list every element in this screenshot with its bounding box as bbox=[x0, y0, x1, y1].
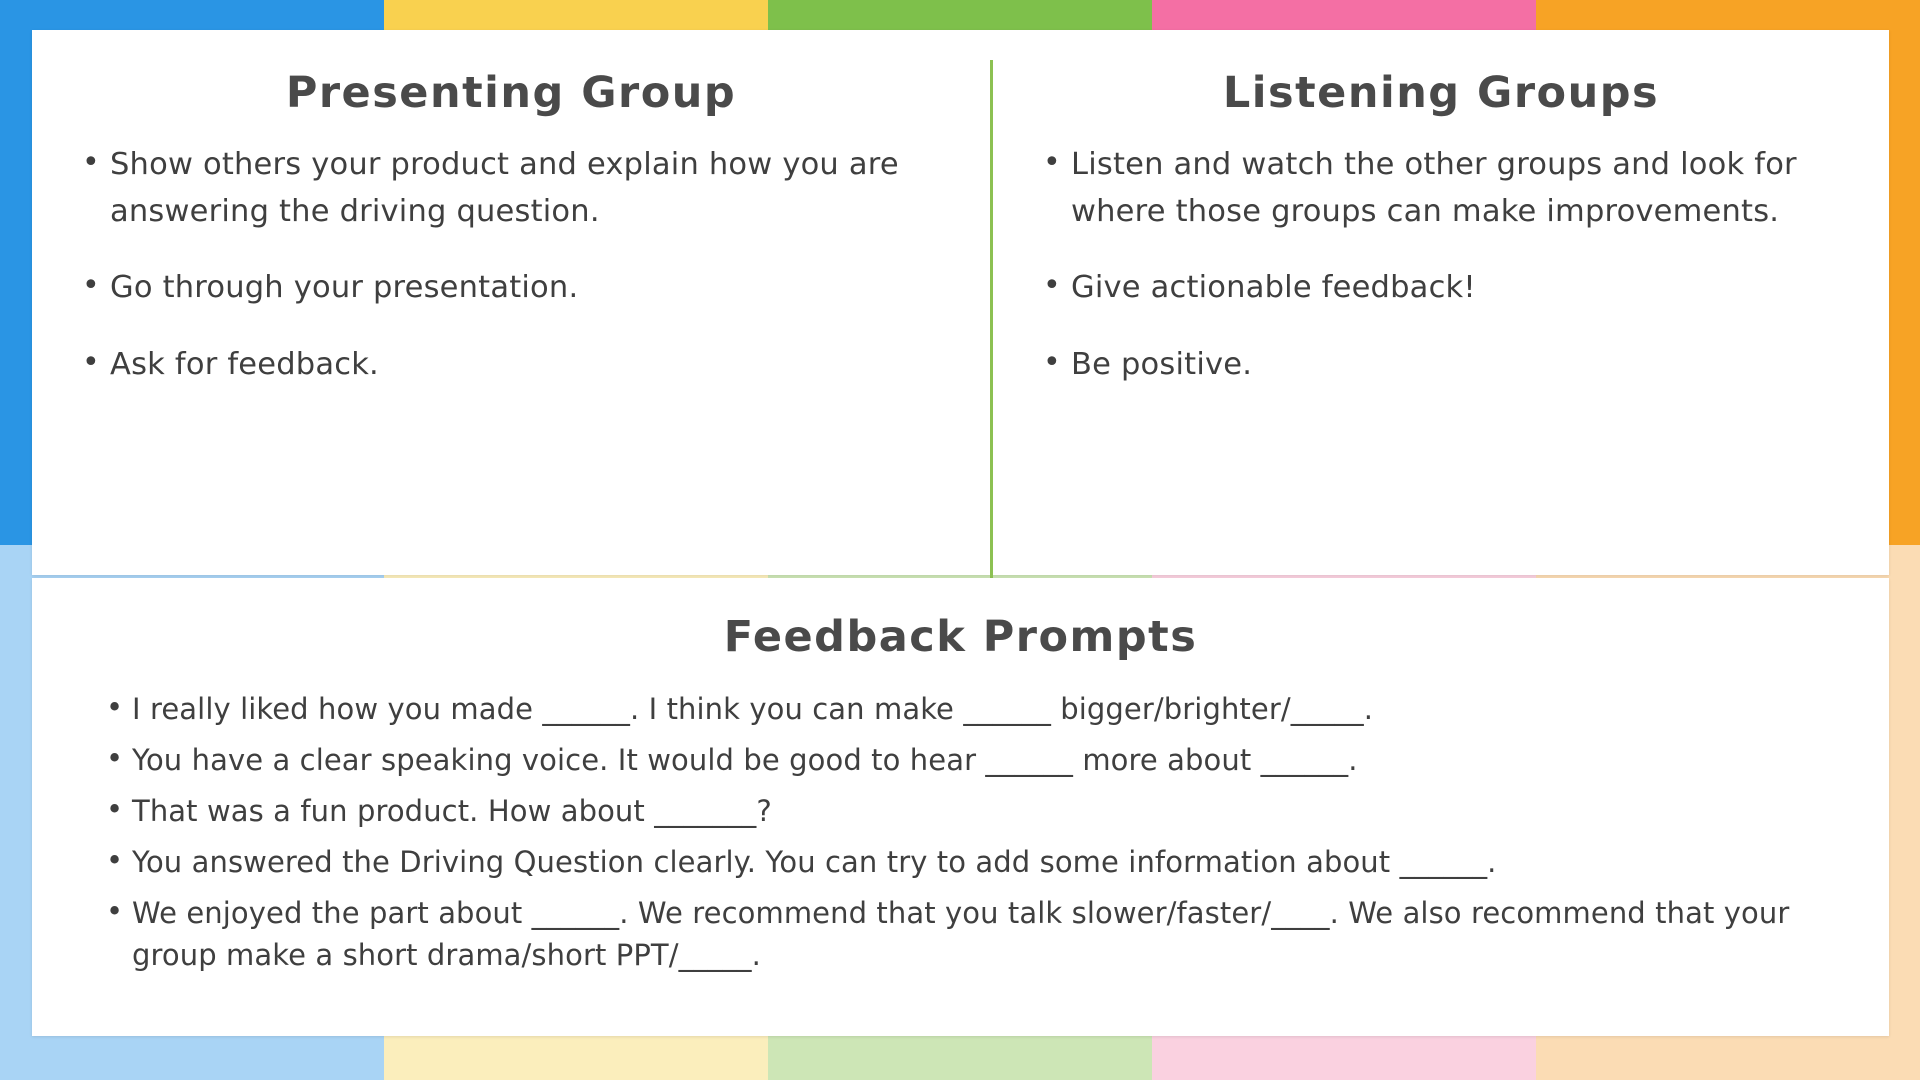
list-item: • Listen and watch the other groups and look for where those groups can make improvements. bbox=[1071, 142, 1849, 235]
feedback-prompts-inner bbox=[32, 578, 1889, 976]
presenting-group-title: Presenting Group bbox=[285, 68, 737, 118]
presenting-group-column bbox=[32, 30, 990, 575]
list-item: • Ask for feedback. bbox=[110, 342, 950, 389]
feedback-prompts-title: Feedback Prompts bbox=[723, 612, 1198, 662]
column-divider bbox=[990, 60, 993, 605]
list-item: • I really liked how you made ______. I think you can make ______ bigger/brighter/_____. bbox=[132, 688, 1829, 730]
list-item: • Be positive. bbox=[1071, 342, 1849, 389]
list-item: • You answered the Driving Question clearly. You can try to add some information about ______. bbox=[132, 841, 1829, 883]
list-item: • Give actionable feedback! bbox=[1071, 265, 1849, 312]
list-item: • Go through your presentation. bbox=[110, 265, 950, 312]
listening-groups-list bbox=[1033, 142, 1849, 389]
feedback-prompts-list bbox=[92, 688, 1829, 976]
feedback-prompts-card bbox=[32, 578, 1889, 1036]
top-card bbox=[32, 30, 1889, 575]
list-item: • That was a fun product. How about _______? bbox=[132, 790, 1829, 832]
listening-groups-column bbox=[993, 30, 1889, 575]
list-item: • Show others your product and explain how you are answering the driving question. bbox=[110, 142, 950, 235]
list-item: • You have a clear speaking voice. It would be good to hear ______ more about ______. bbox=[132, 739, 1829, 781]
presenting-group-list bbox=[72, 142, 950, 389]
listening-groups-title: Listening Groups bbox=[1222, 68, 1660, 118]
list-item: • We enjoyed the part about ______. We recommend that you talk slower/faster/____. We also recommend that your group make a short drama/short PPT/_____. bbox=[132, 892, 1829, 976]
